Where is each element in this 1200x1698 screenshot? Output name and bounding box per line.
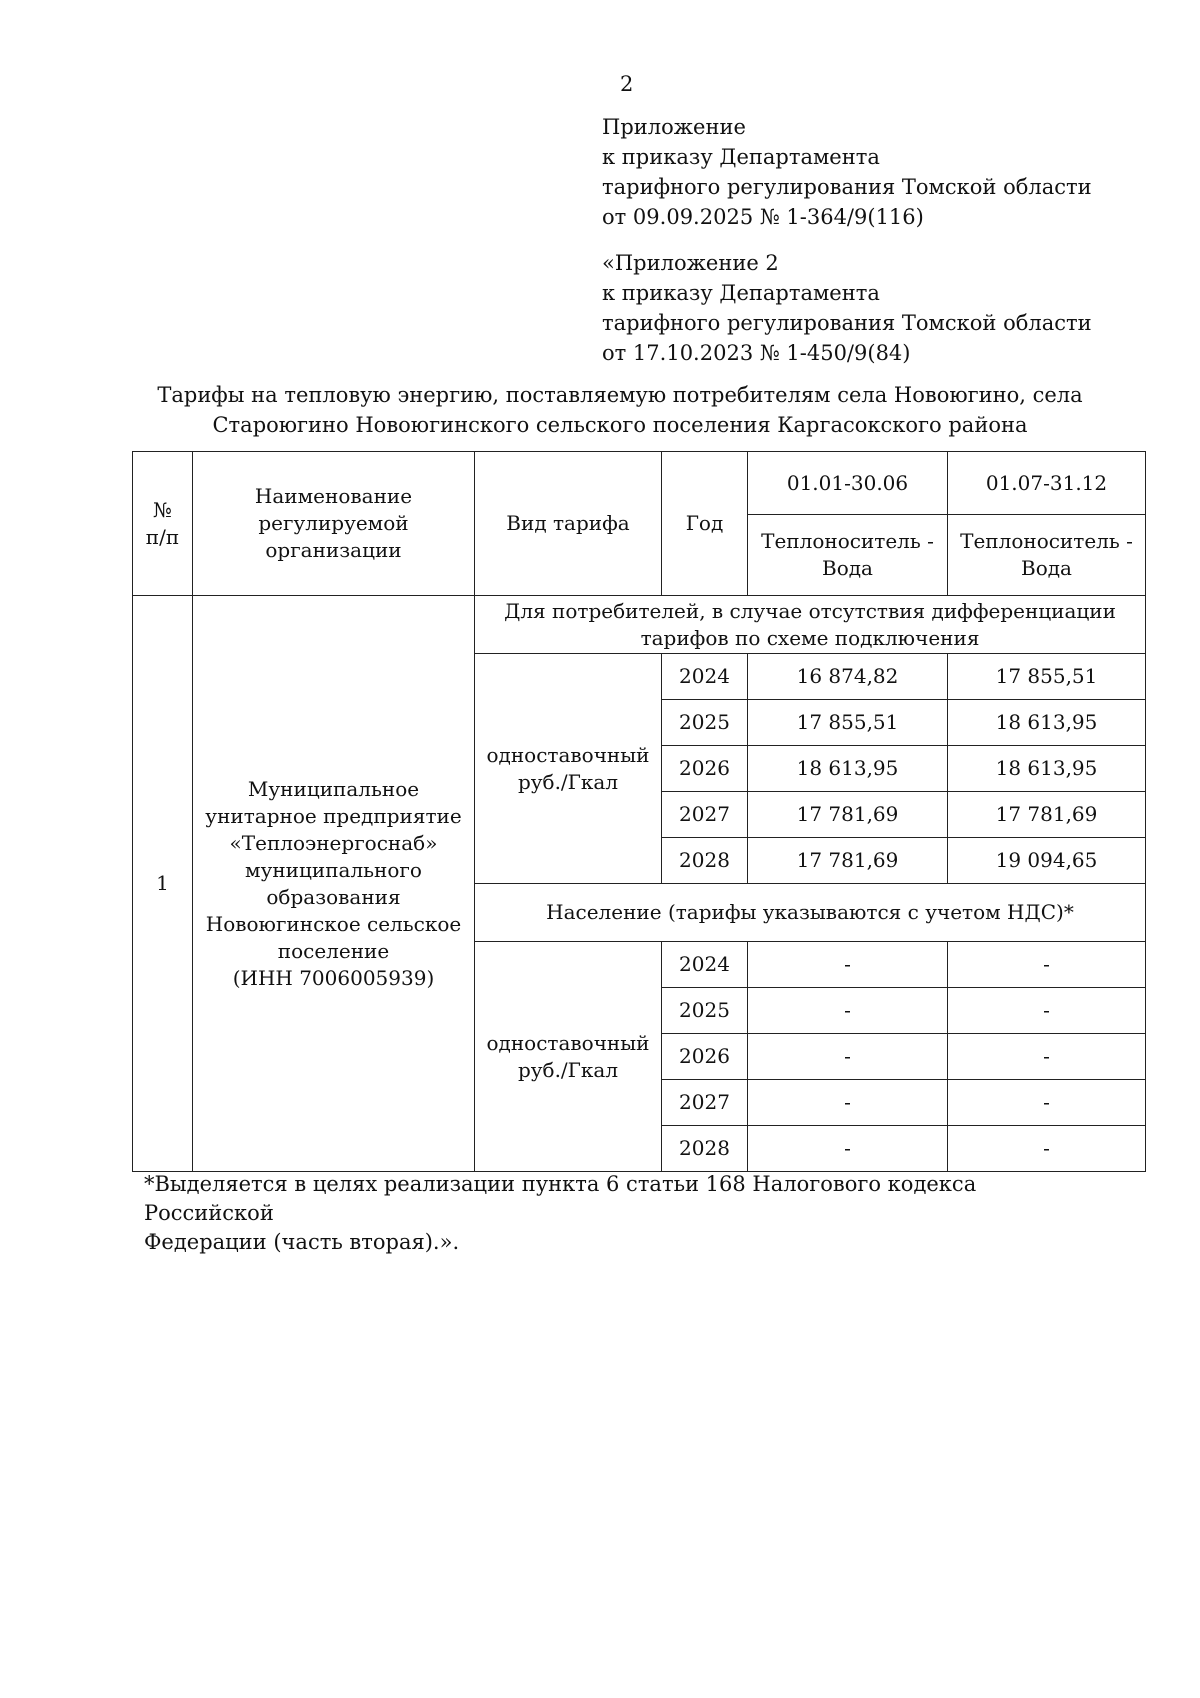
appendix-order-date: от 17.10.2023 № 1-450/9(84) <box>602 341 911 365</box>
header-period-1: 01.01-30.06 <box>748 452 948 515</box>
appendix-current-block <box>602 112 1092 232</box>
group-label-population: Население (тарифы указываются с учетом НДС)* <box>475 884 1146 942</box>
value-cell: - <box>948 942 1146 988</box>
value-cell: 16 874,82 <box>748 654 948 700</box>
year-cell: 2027 <box>662 792 748 838</box>
group-label-consumers: Для потребителей, в случае отсутствия дифференциации тарифов по схеме подключения <box>475 596 1146 654</box>
year-cell: 2026 <box>662 1034 748 1080</box>
appendix-department: тарифного регулирования Томской области <box>602 175 1092 199</box>
value-cell: 18 613,95 <box>948 746 1146 792</box>
year-cell: 2028 <box>662 838 748 884</box>
year-cell: 2025 <box>662 700 748 746</box>
document-title <box>130 380 1110 440</box>
tariff-type-cell: одноставочный руб./Гкал <box>475 654 662 884</box>
value-cell: - <box>948 1034 1146 1080</box>
footnote <box>144 1170 1104 1257</box>
footnote-line: *Выделяется в целях реализации пункта 6 статьи 168 Налогового кодекса Российской <box>144 1172 977 1225</box>
value-cell: - <box>748 988 948 1034</box>
value-cell: 18 613,95 <box>948 700 1146 746</box>
year-cell: 2026 <box>662 746 748 792</box>
value-cell: - <box>748 1080 948 1126</box>
year-cell: 2027 <box>662 1080 748 1126</box>
value-cell: - <box>948 1126 1146 1172</box>
appendix-order-date: от 09.09.2025 № 1-364/9(116) <box>602 205 924 229</box>
value-cell: 17 781,69 <box>948 792 1146 838</box>
header-period-2: 01.07-31.12 <box>948 452 1146 515</box>
header-organization: Наименование регулируемой организации <box>193 452 475 596</box>
page-number: 2 <box>620 72 634 96</box>
year-cell: 2024 <box>662 942 748 988</box>
value-cell: - <box>748 942 948 988</box>
value-cell: 18 613,95 <box>748 746 948 792</box>
row-number: 1 <box>133 596 193 1172</box>
appendix-heading: Приложение <box>602 115 746 139</box>
tariff-type-cell: одноставочный руб./Гкал <box>475 942 662 1172</box>
value-cell: 17 855,51 <box>748 700 948 746</box>
appendix-amended-block <box>602 248 1092 368</box>
appendix-department: тарифного регулирования Томской области <box>602 311 1092 335</box>
appendix-heading: «Приложение 2 <box>602 251 779 275</box>
value-cell: - <box>748 1126 948 1172</box>
title-line: Староюгино Новоюгинского сельского поселения Каргасокского района <box>212 413 1028 437</box>
title-line: Тарифы на тепловую энергию, поставляемую потребителям села Новоюгино, села <box>157 383 1083 407</box>
value-cell: - <box>948 988 1146 1034</box>
footnote-line: Федерации (часть вторая).». <box>144 1230 460 1254</box>
organization-name: Муниципальное унитарное предприятие «Теплоэнергоснаб» муниципального образования Новоюгинское сельское поселение (ИНН 7006005939) <box>193 596 475 1172</box>
appendix-order-ref: к приказу Департамента <box>602 145 880 169</box>
header-carrier-2: Теплоноситель - Вода <box>948 515 1146 596</box>
year-cell: 2028 <box>662 1126 748 1172</box>
header-num: № п/п <box>133 452 193 596</box>
value-cell: 19 094,65 <box>948 838 1146 884</box>
value-cell: 17 781,69 <box>748 838 948 884</box>
tariff-table <box>132 451 1146 1172</box>
header-year: Год <box>662 452 748 596</box>
value-cell: 17 855,51 <box>948 654 1146 700</box>
year-cell: 2024 <box>662 654 748 700</box>
value-cell: 17 781,69 <box>748 792 948 838</box>
header-carrier-1: Теплоноситель - Вода <box>748 515 948 596</box>
header-tariff-type: Вид тарифа <box>475 452 662 596</box>
appendix-order-ref: к приказу Департамента <box>602 281 880 305</box>
value-cell: - <box>748 1034 948 1080</box>
year-cell: 2025 <box>662 988 748 1034</box>
value-cell: - <box>948 1080 1146 1126</box>
